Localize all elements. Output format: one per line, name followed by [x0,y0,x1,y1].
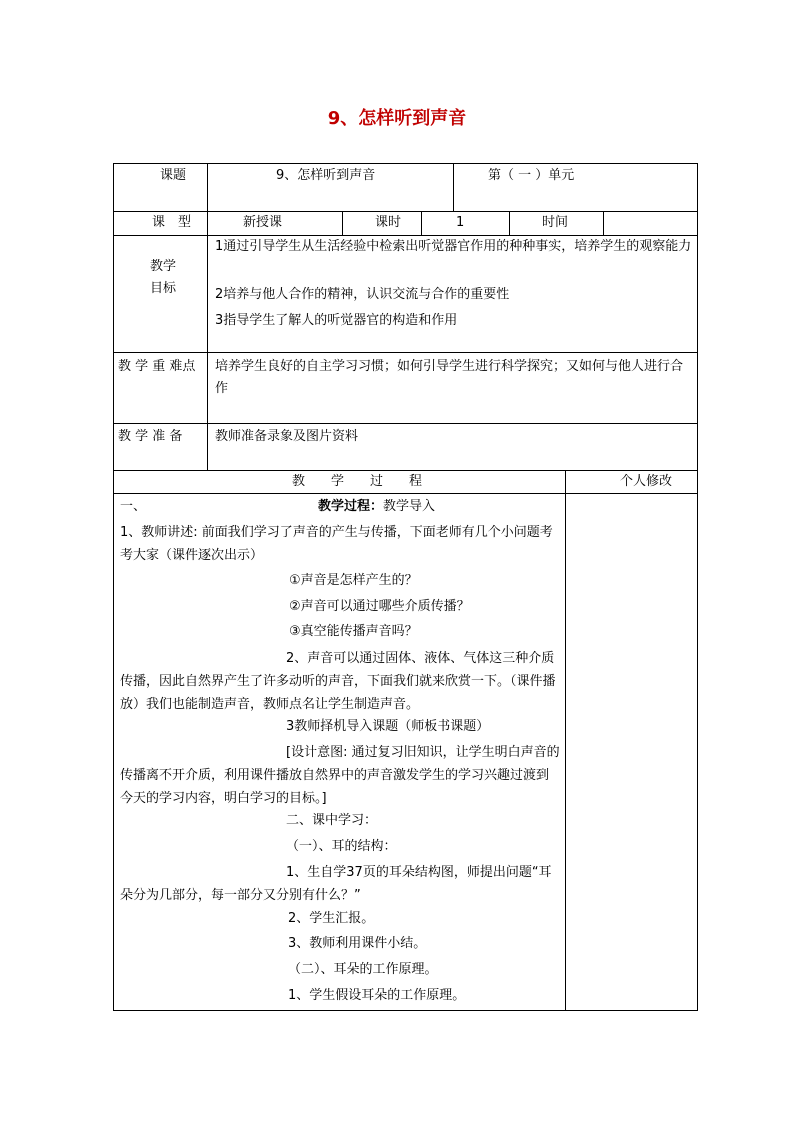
process-line: 1、教师讲述: 前面我们学习了声音的产生与传播，下面老师有几个小问题考考大家（课件逐次出示） [120,525,553,563]
process-line: ①声音是怎样产生的？ [289,573,418,588]
process-line: （二）、耳朵的工作原理。 [288,962,438,977]
goals-label: 教学目标 [150,259,177,296]
process-line: 二、课中学习： [286,813,378,828]
personal-header-cell [565,470,698,494]
hours-label-cell [342,211,422,236]
prep-text: 教师准备录象及图片资料 [215,429,359,444]
hours-label: 课时 [375,215,402,230]
goals-cell [207,235,698,353]
prep-cell [207,423,698,471]
process-body-cell [113,493,566,1011]
keypoints-label: 教 学 重 难点 [118,359,196,374]
process-line: 2、声音可以通过固体、液体、气体这三种介质传播，因此自然界产生了许多动听的声音，下面我们就来欣赏一下。（课件播放）我们也能制造声音，教师点名让学生制造声音。 [120,651,556,712]
course-value-cell [207,163,454,212]
course-label: 课题 [160,168,187,183]
hours-value-cell [421,211,510,236]
prep-label: 教 学 准 备 [118,429,183,444]
course-value: 9、怎样听到声音 [276,168,376,183]
goal-item: 1通过引导学生从生活经验中检索出听觉器官作用的种种事实，培养学生的观察能力 [215,239,692,254]
time-value-cell [603,211,698,236]
section-title [318,496,435,518]
section-title-bold: 教学过程： [318,499,384,514]
unit-cell [453,163,698,212]
section-number: 一、 [120,499,147,514]
type-value: 新授课 [243,215,283,230]
goal-item: 2培养与他人合作的精神，认识交流与合作的重要性 [215,287,510,302]
process-line: ②声音可以通过哪些介质传播？ [289,599,470,614]
keypoints-label-cell [113,352,208,424]
process-header-cell [113,470,566,494]
type-label: 课 型 [152,215,192,230]
keypoints-cell [207,352,698,424]
process-line: 1、学生假设耳朵的工作原理。 [288,988,466,1003]
process-line: [设计意图: 通过复习旧知识，让学生明白声音的传播离不开介质，利用课件播放自然界中的声音激发学生的学习兴趣过渡到今天的学习内容，明白学习的目标。] [120,745,560,806]
process-line: 2、学生汇报。 [288,911,375,926]
personal-notes-cell [565,493,698,1011]
goal-item: 3指导学生了解人的听觉器官的构造和作用 [215,313,458,328]
personal-header: 个人修改 [620,474,673,489]
process-line: 3、教师利用课件小结。 [288,936,427,951]
goals-label-cell [113,235,208,353]
time-label: 时间 [542,215,569,230]
process-line: ③真空能传播声音吗？ [289,624,418,639]
unit-text: 第（ 一 ）单元 [488,168,575,183]
keypoints-text: 培养学生良好的自主学习习惯；如何引导学生进行科学探究；又如何与他人进行合作 [215,359,684,396]
document-title: 9、怎样听到声音 [327,108,467,129]
process-header: 教 学 过 程 [292,474,423,489]
type-value-cell [207,211,343,236]
course-label-cell [113,163,208,212]
section-title-rest: 教学导入 [383,499,436,514]
type-label-cell [113,211,208,236]
process-line: 1、生自学37页的耳朵结构图，师提出问题“耳朵分为几部分，每一部分又分别有什么？” [120,865,552,903]
process-line: 3教师择机导入课题（师板书课题） [286,719,490,734]
time-label-cell [509,211,604,236]
prep-label-cell [113,423,208,471]
process-line: （一）、耳的结构： [286,839,397,854]
hours-value: 1 [456,215,465,230]
